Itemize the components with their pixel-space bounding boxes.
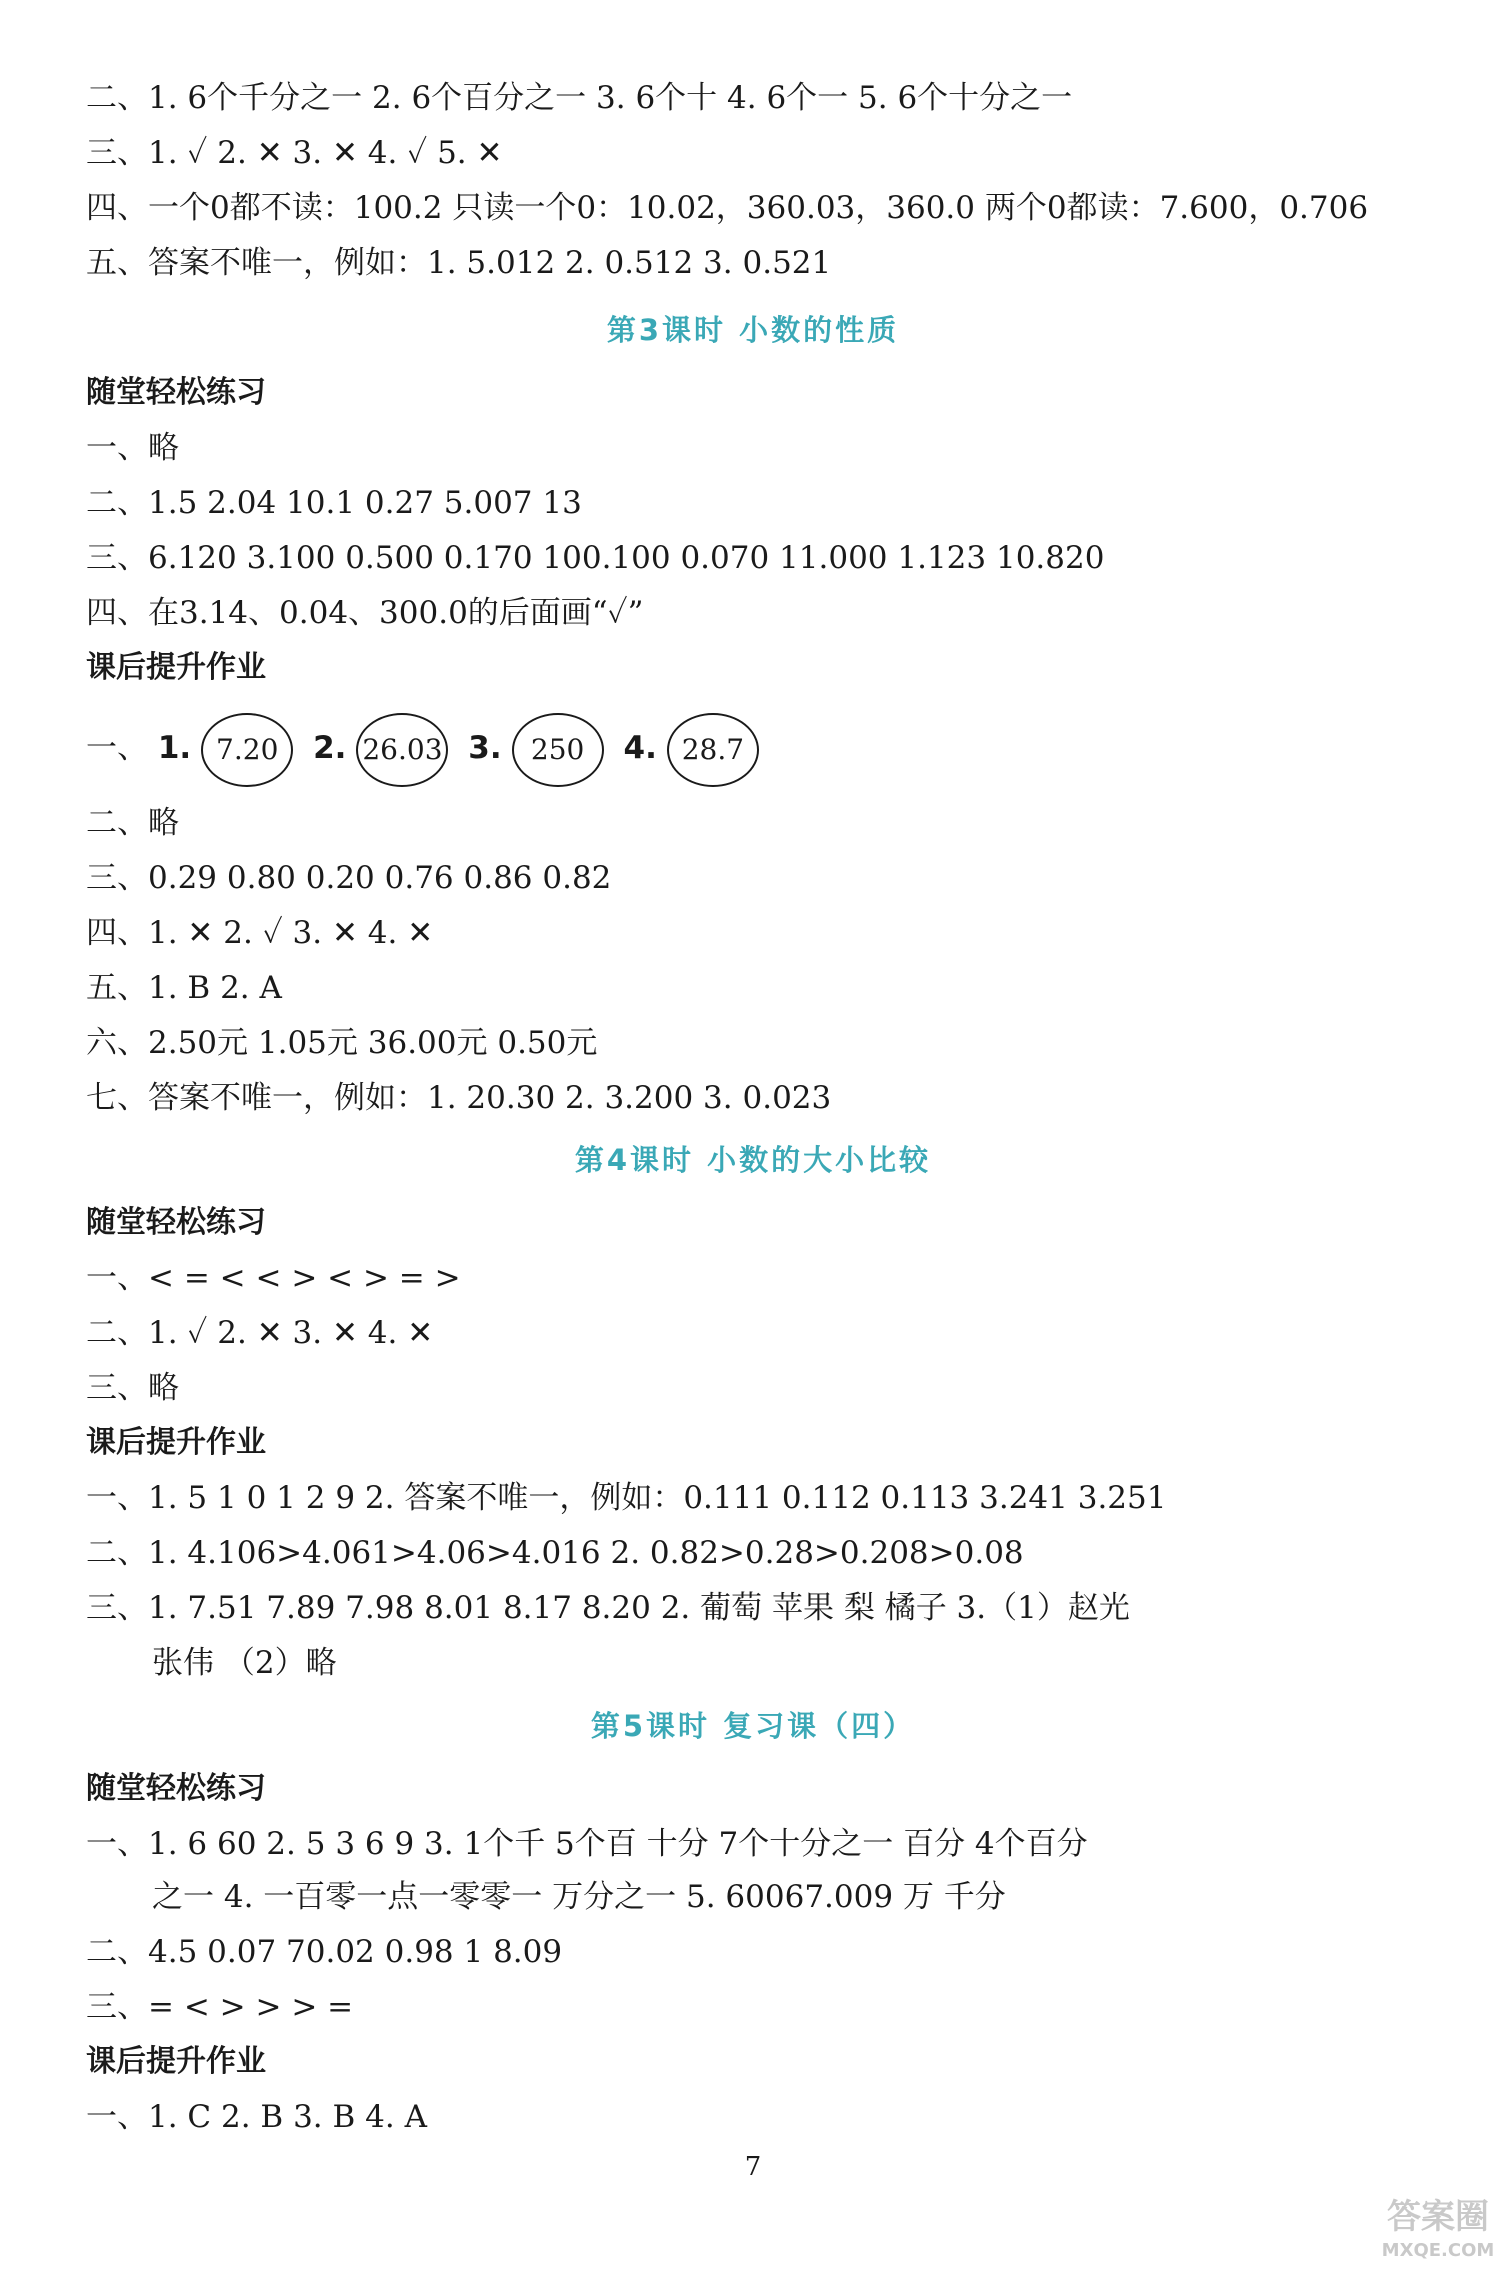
answer-line: 六、2.50元 1.05元 36.00元 0.50元 (86, 1025, 598, 1061)
circled-answer: 28.7 (667, 713, 759, 787)
watermark (1376, 2192, 1500, 2268)
item-number: 4. (623, 730, 657, 766)
answer-line: 三、0.29 0.80 0.20 0.76 0.86 0.82 (86, 860, 612, 896)
answer-line: 五、答案不唯一，例如：1. 5.012 2. 0.512 3. 0.521 (86, 245, 832, 281)
answer-line-continued: 之一 4. 一百零一点一零零一 万分之一 5. 60067.009 万 千分 (152, 1879, 1006, 1915)
subheading-practice: 随堂轻松练习 (86, 1205, 266, 1240)
answer-line: 三、= < > > > = (86, 1989, 354, 2025)
answer-line: 五、1. B 2. A (86, 970, 282, 1006)
section-heading: 第3课时 小数的性质 (606, 313, 900, 347)
answer-line: 一、1. C 2. B 3. B 4. A (86, 2099, 427, 2135)
subheading-homework: 课后提升作业 (86, 2044, 266, 2079)
answer-line: 四、一个0都不读：100.2 只读一个0：10.02，360.03，360.0 两个0都读：7.600，0.706 (86, 190, 1369, 226)
item-number: 1. (157, 730, 192, 766)
answer-line: 二、1. 6个千分之一 2. 6个百分之一 3. 6个十 4. 6个一 5. 6个十分之一 (86, 80, 1073, 116)
answer-line: 二、4.5 0.07 70.02 0.98 1 8.09 (86, 1934, 563, 1970)
answer-line: 一、< = < < > < > = > (86, 1260, 461, 1296)
answer-line: 三、1. ✓ 2. ✕ 3. ✕ 4. ✓ 5. ✕ (86, 135, 503, 171)
section-heading: 第5课时 复习课（四） (590, 1709, 916, 1743)
subheading-practice: 随堂轻松练习 (86, 375, 266, 410)
answer-line: 一、1. 5 1 0 1 2 9 2. 答案不唯一，例如：0.111 0.112 0.113 3.241 3.251 (86, 1480, 1167, 1516)
circled-answer: 7.20 (201, 713, 293, 787)
answer-line: 七、答案不唯一，例如：1. 20.30 2. 3.200 3. 0.023 (86, 1080, 832, 1116)
circled-answer: 250 (512, 713, 604, 787)
answer-line: 二、1. 4.106>4.061>4.06>4.016 2. 0.82>0.28>0.208>0.08 (86, 1535, 1024, 1571)
answer-line: 三、1. 7.51 7.89 7.98 8.01 8.17 8.20 2. 葡萄 苹果 梨 橘子 3.（1）赵光 (86, 1590, 1130, 1626)
answer-line-continued: 张伟 （2）略 (152, 1645, 337, 1681)
item-number: 2. (313, 730, 347, 766)
circled-answers-line (86, 705, 769, 791)
answer-line: 二、1. ✓ 2. ✕ 3. ✕ 4. ✕ (86, 1315, 434, 1351)
answer-line: 三、6.120 3.100 0.500 0.170 100.100 0.070 11.000 1.123 10.820 (86, 540, 1105, 576)
subheading-homework: 课后提升作业 (86, 650, 266, 685)
answer-line: 三、略 (86, 1370, 179, 1406)
answer-line: 一、1. 6 60 2. 5 3 6 9 3. 1个千 5个百 十分 7个十分之一 百分 4个百分 (86, 1826, 1088, 1862)
circled-answer: 26.03 (356, 713, 448, 787)
circled-prefix: 一、 (86, 730, 148, 766)
watermark-url: MXQE.COM (1381, 2240, 1495, 2261)
item-number: 3. (468, 730, 502, 766)
subheading-practice: 随堂轻松练习 (86, 1771, 266, 1806)
subheading-homework: 课后提升作业 (86, 1425, 266, 1460)
page-number: 7 (744, 2152, 762, 2182)
watermark-logo: 答案圈 (1387, 2197, 1489, 2237)
answer-line: 二、1.5 2.04 10.1 0.27 5.007 13 (86, 485, 582, 521)
answer-line: 一、略 (86, 430, 179, 466)
answer-line: 四、1. ✕ 2. ✓ 3. ✕ 4. ✕ (86, 915, 434, 951)
section-heading: 第4课时 小数的大小比较 (574, 1143, 932, 1177)
answer-line: 二、略 (86, 805, 179, 841)
answer-line: 四、在3.14、0.04、300.0的后面画“✓” (86, 595, 644, 631)
